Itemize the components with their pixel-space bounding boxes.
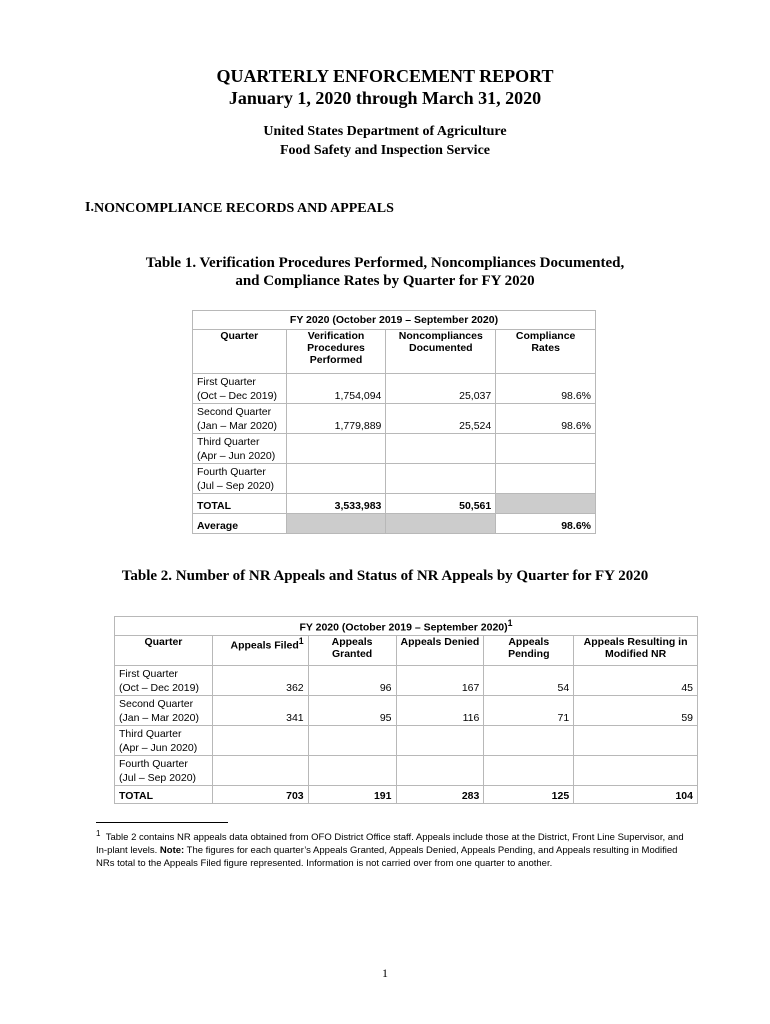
table-row xyxy=(193,434,596,464)
agency-service: Food Safety and Inspection Service xyxy=(280,143,490,158)
rate-cell: 98.6% xyxy=(496,404,596,434)
quarter-cell: First Quarter (Oct – Dec 2019) xyxy=(115,666,213,696)
table1-header-verification: Verification Procedures Performed xyxy=(286,330,386,374)
footnote-note-label: Note: xyxy=(159,845,185,857)
section-title: NONCOMPLIANCE RECORDS AND APPEALS xyxy=(94,201,394,216)
total-filed: 703 xyxy=(212,786,308,804)
denied-cell xyxy=(396,756,484,786)
filed-cell xyxy=(212,726,308,756)
total-modified: 104 xyxy=(574,786,698,804)
footnote-note-text: The figures for each quarter’s Appeals Granted, Appeals Denied, Appeals Pending, and Appeals resulting in Modified NRs total to the Appeals Filed figure represented. Information is not carried over from one quarter to another. xyxy=(96,845,678,870)
table2-header-filed: Appeals Filed$^1$ xyxy=(212,636,308,666)
modified-cell: 45 xyxy=(574,666,698,696)
rate-cell xyxy=(496,434,596,464)
total-pending: 125 xyxy=(484,786,574,804)
table1-band: FY 2020 (October 2019 – September 2020) xyxy=(193,311,596,330)
table-row xyxy=(193,374,596,404)
verification-cell: 1,779,889 xyxy=(286,404,386,434)
quarter-cell: Third Quarter (Apr – Jun 2020) xyxy=(193,434,287,464)
table2-header-granted: Appeals Granted xyxy=(308,636,396,666)
shaded-cell xyxy=(286,514,386,534)
verification-cell xyxy=(286,434,386,464)
quarter-cell: Third Quarter (Apr – Jun 2020) xyxy=(115,726,213,756)
quarter-cell: Fourth Quarter (Jul – Sep 2020) xyxy=(193,464,287,494)
denied-cell: 167 xyxy=(396,666,484,696)
pending-cell: 54 xyxy=(484,666,574,696)
footnote-marker: 1 xyxy=(96,829,101,838)
denied-cell xyxy=(396,726,484,756)
agency-department: United States Department of Agriculture xyxy=(263,124,507,139)
section-number: I. xyxy=(85,200,94,215)
shaded-cell xyxy=(386,514,496,534)
noncompliances-cell xyxy=(386,464,496,494)
noncompliances-cell xyxy=(386,434,496,464)
report-title: QUARTERLY ENFORCEMENT REPORT xyxy=(216,66,554,86)
average-label: Average xyxy=(193,514,287,534)
average-rate: 98.6% xyxy=(496,514,596,534)
footnote-ref: 1 xyxy=(507,618,513,629)
denied-cell: 116 xyxy=(396,696,484,726)
table2 xyxy=(114,616,698,804)
page-number: 1 xyxy=(382,966,388,980)
total-label: TOTAL xyxy=(193,494,287,514)
section-heading xyxy=(64,200,394,217)
total-granted: 191 xyxy=(308,786,396,804)
noncompliances-cell: 25,524 xyxy=(386,404,496,434)
granted-cell xyxy=(308,756,396,786)
modified-cell xyxy=(574,726,698,756)
total-noncompliances: 50,561 xyxy=(386,494,496,514)
table2-header-modified: Appeals Resulting in Modified NR xyxy=(574,636,698,666)
rate-cell: 98.6% xyxy=(496,374,596,404)
granted-cell xyxy=(308,726,396,756)
total-verification: 3,533,983 xyxy=(286,494,386,514)
noncompliances-cell: 25,037 xyxy=(386,374,496,404)
pending-cell xyxy=(484,726,574,756)
table2-band: FY 2020 (October 2019 – September 2020)$^1$ xyxy=(115,617,698,636)
quarter-cell: First Quarter (Oct – Dec 2019) xyxy=(193,374,287,404)
granted-cell: 95 xyxy=(308,696,396,726)
filed-cell xyxy=(212,756,308,786)
table-row xyxy=(115,666,698,696)
footnote xyxy=(96,827,696,870)
table2-header-denied: Appeals Denied xyxy=(396,636,484,666)
table2-title: Table 2. Number of NR Appeals and Status of NR Appeals by Quarter for FY 2020 xyxy=(121,568,649,584)
granted-cell: 96 xyxy=(308,666,396,696)
table1-header-rates: Compliance Rates xyxy=(496,330,596,374)
table2-total-row xyxy=(115,786,698,804)
quarter-cell: Fourth Quarter (Jul – Sep 2020) xyxy=(115,756,213,786)
filed-cell: 341 xyxy=(212,696,308,726)
modified-cell xyxy=(574,756,698,786)
quarter-cell: Second Quarter (Jan – Mar 2020) xyxy=(193,404,287,434)
table-row xyxy=(193,404,596,434)
table2-header-pending: Appeals Pending xyxy=(484,636,574,666)
footnote-intro: Table 2 contains NR appeals data obtained from OFO District Office staff. Appeals include those at the District, Front Line Supervisor, and In-plant levels. xyxy=(96,832,684,857)
table-row xyxy=(193,464,596,494)
footnote-ref: 1 xyxy=(298,636,304,646)
pending-cell xyxy=(484,756,574,786)
verification-cell xyxy=(286,464,386,494)
verification-cell: 1,754,094 xyxy=(286,374,386,404)
table1-title-line1: Table 1. Verification Procedures Performed, Noncompliances Documented, xyxy=(145,255,625,271)
total-label: TOTAL xyxy=(115,786,213,804)
table1-header-quarter: Quarter xyxy=(193,330,287,374)
report-date-range: January 1, 2020 through March 31, 2020 xyxy=(228,88,542,108)
table1-average-row xyxy=(193,514,596,534)
footnote-divider xyxy=(96,822,228,823)
rate-cell xyxy=(496,464,596,494)
table1-title xyxy=(0,254,770,290)
table1-title-line2: and Compliance Rates by Quarter for FY 2020 xyxy=(235,273,535,289)
table1-header-noncompliances: Noncompliances Documented xyxy=(386,330,496,374)
table1-total-row xyxy=(193,494,596,514)
table-row xyxy=(115,756,698,786)
table1 xyxy=(192,310,596,534)
total-denied: 283 xyxy=(396,786,484,804)
pending-cell: 71 xyxy=(484,696,574,726)
table-row xyxy=(115,726,698,756)
filed-cell: 362 xyxy=(212,666,308,696)
table-row xyxy=(115,696,698,726)
quarter-cell: Second Quarter (Jan – Mar 2020) xyxy=(115,696,213,726)
modified-cell: 59 xyxy=(574,696,698,726)
shaded-cell xyxy=(496,494,596,514)
table2-header-quarter: Quarter xyxy=(115,636,213,666)
